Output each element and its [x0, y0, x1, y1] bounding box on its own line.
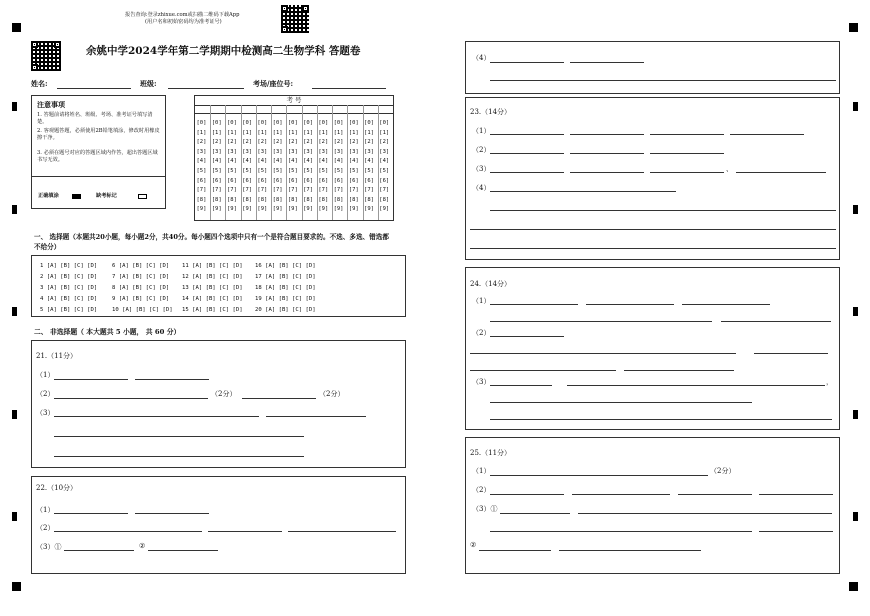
exam-digit-bubble[interactable]: [4]	[318, 158, 329, 165]
exam-digit-bubble[interactable]: [9]	[226, 206, 237, 213]
exam-digit-bubble[interactable]: [1]	[364, 129, 374, 136]
exam-digit-bubble[interactable]: [9]	[196, 206, 207, 213]
exam-digit-bubble[interactable]: [2]	[226, 139, 237, 146]
q23-4-blank[interactable]	[470, 229, 836, 230]
exam-digit-bubble[interactable]: [2]	[348, 139, 359, 146]
exam-digit-bubble[interactable]: [5]	[272, 168, 283, 174]
q21-2-blank[interactable]	[54, 398, 208, 399]
exam-digit-bubble[interactable]: [9]	[287, 206, 298, 213]
exam-digit-bubble[interactable]: [2]	[242, 139, 253, 146]
exam-digit-bubble[interactable]: [4]	[226, 158, 237, 165]
q24-3-blank[interactable]	[490, 402, 752, 403]
q23-separator: 、	[726, 165, 733, 173]
q24-1-blank[interactable]	[721, 321, 831, 322]
q23-2-blank[interactable]	[650, 153, 724, 154]
q21-score-note: （2分）	[319, 390, 345, 398]
choice-item[interactable]: 11 [A] [B] [C] [D]	[182, 263, 243, 269]
exam-digit-bubble[interactable]: [0]	[226, 120, 237, 126]
exam-digit-bubble[interactable]: [7]	[272, 187, 283, 194]
exam-digit-bubble[interactable]: [3]	[333, 148, 344, 155]
seat-field[interactable]	[312, 88, 386, 89]
exam-digit-bubble[interactable]: [1]	[211, 129, 222, 136]
q21-answer-box	[31, 340, 406, 468]
exam-digit-bubble[interactable]: [8]	[364, 196, 374, 203]
exam-digit-bubble[interactable]: [2]	[364, 139, 374, 146]
exam-digit-bubble[interactable]: [2]	[303, 139, 314, 146]
exam-digit-bubble[interactable]: [0]	[333, 120, 344, 126]
exam-digit-bubble[interactable]: [4]	[303, 158, 314, 165]
exam-digit-bubble[interactable]: [8]	[242, 196, 253, 203]
choice-item[interactable]: 7 [A] [B] [C] [D]	[112, 274, 170, 280]
exam-digit-bubble[interactable]: [2]	[379, 139, 390, 146]
exam-digit-bubble[interactable]: [0]	[272, 120, 283, 126]
exam-digit-bubble[interactable]: [9]	[242, 206, 253, 213]
q25-2-blank[interactable]	[572, 494, 670, 495]
exam-digit-bubble[interactable]: [3]	[287, 148, 298, 155]
exam-digit-bubble[interactable]: [6]	[272, 177, 283, 184]
timing-mark	[12, 410, 17, 419]
exam-digit-bubble[interactable]: [7]	[318, 187, 329, 194]
exam-digit-bubble[interactable]: [9]	[333, 206, 344, 213]
q24-part3: （3）	[472, 378, 491, 386]
q25-3-blank[interactable]	[759, 531, 833, 532]
qr-code-icon	[281, 5, 309, 33]
exam-digit-bubble[interactable]: [7]	[287, 187, 298, 194]
exam-digit-bubble[interactable]: [4]	[242, 158, 253, 165]
correct-fill-label: 正确填涂	[38, 193, 59, 199]
exam-digit-bubble[interactable]: [3]	[348, 148, 359, 155]
q24-3-blank[interactable]	[567, 385, 825, 386]
exam-digit-bubble[interactable]: [4]	[348, 158, 359, 165]
q23-2-blank[interactable]	[490, 153, 564, 154]
q25-answer-box	[465, 437, 840, 574]
q23-3-blank[interactable]	[736, 172, 826, 173]
exam-digit-bubble[interactable]: [0]	[287, 120, 298, 126]
exam-digit-bubble[interactable]: [3]	[257, 148, 268, 155]
report-query-subtext: (用户名和初始密码均为准考证号)	[145, 19, 222, 25]
exam-digit-bubble[interactable]: [5]	[196, 168, 207, 174]
choice-box	[31, 255, 406, 317]
q24-2-blank[interactable]	[490, 336, 564, 337]
q22-answer-box	[31, 476, 406, 574]
exam-digit-bubble[interactable]: [0]	[242, 120, 253, 126]
q23-part4: （4）	[472, 184, 491, 192]
q25-3-blank[interactable]	[578, 513, 832, 514]
exam-digit-bubble[interactable]: [3]	[242, 148, 253, 155]
q24-1-blank[interactable]	[586, 304, 674, 305]
exam-digit-bubble[interactable]: [5]	[333, 168, 344, 174]
exam-digit-bubble[interactable]: [8]	[318, 196, 329, 203]
section1-heading: 一、 选择题（本题共20小题，每小题2分，共40分。每小题四个选项中只有一个是符合题目要求的。不选、多选、错选都不给分）	[34, 233, 389, 251]
exam-digit-bubble[interactable]: [1]	[333, 129, 344, 136]
exam-digit-bubble[interactable]: [6]	[226, 177, 237, 184]
exam-digit-bubble[interactable]: [9]	[303, 206, 314, 213]
seat-label: 考场/座位号:	[253, 79, 294, 88]
exam-digit-bubble[interactable]: [3]	[379, 148, 390, 155]
choice-item[interactable]: 14 [A] [B] [C] [D]	[182, 296, 243, 302]
timing-mark	[12, 512, 17, 521]
exam-digit-bubble[interactable]: [6]	[318, 177, 329, 184]
q24-part2: （2）	[472, 329, 491, 337]
exam-digit-bubble[interactable]: [8]	[272, 196, 283, 203]
exam-digit-bubble[interactable]: [5]	[303, 168, 314, 174]
exam-digit-bubble[interactable]: [1]	[272, 129, 283, 136]
exam-digit-bubble[interactable]: [7]	[257, 187, 268, 194]
part4-label: （4）	[472, 54, 491, 62]
exam-digit-bubble[interactable]: [1]	[379, 129, 390, 136]
q24-2-blank[interactable]	[754, 353, 828, 354]
exam-digit-bubble[interactable]: [0]	[211, 120, 222, 126]
timing-mark	[853, 307, 858, 316]
exam-digit-bubble[interactable]: [4]	[287, 158, 298, 165]
exam-digit-bubble[interactable]: [5]	[364, 168, 374, 174]
exam-digit-bubble[interactable]: [3]	[303, 148, 314, 155]
choice-item[interactable]: 10 [A] [B] [C] [D]	[112, 307, 173, 313]
q23-4-blank[interactable]	[490, 191, 676, 192]
timing-mark	[853, 410, 858, 419]
q21-title: 21.（11分）	[36, 352, 78, 360]
choice-item[interactable]: 3 [A] [B] [C] [D]	[40, 285, 98, 291]
class-field[interactable]	[168, 88, 244, 89]
exam-number-grid[interactable]	[194, 95, 394, 221]
qr-code-icon	[31, 41, 61, 71]
exam-digit-bubble[interactable]: [8]	[348, 196, 359, 203]
q24-3-blank[interactable]	[490, 419, 832, 420]
exam-digit-bubble[interactable]: [4]	[333, 158, 344, 165]
exam-digit-bubble[interactable]: [6]	[348, 177, 359, 184]
exam-digit-bubble[interactable]: [1]	[226, 129, 237, 136]
exam-digit-bubble[interactable]: [9]	[211, 206, 222, 213]
exam-digit-bubble[interactable]: [5]	[226, 168, 237, 174]
timing-mark	[12, 205, 17, 214]
q23-title: 23.（14分）	[470, 108, 512, 116]
absent-mark-label: 缺考标记	[96, 193, 117, 199]
choice-item[interactable]: 2 [A] [B] [C] [D]	[40, 274, 98, 280]
exam-digit-bubble[interactable]: [8]	[333, 196, 344, 203]
q24-2-blank[interactable]	[470, 370, 616, 371]
q24-2-blank[interactable]	[470, 353, 736, 354]
q23-4-blank[interactable]	[490, 210, 836, 211]
notice-item: 3. 必须在题号对应的答题区域内作答，超出答题区域书写无效。	[37, 150, 158, 163]
q24-title: 24.（14分）	[470, 280, 512, 288]
filled-sample-icon	[72, 194, 81, 199]
choice-item[interactable]: 17 [A] [B] [C] [D]	[255, 274, 316, 280]
exam-digit-bubble[interactable]: [7]	[364, 187, 374, 194]
name-field[interactable]	[57, 88, 131, 89]
exam-digit-bubble[interactable]: [0]	[379, 120, 390, 126]
name-label: 姓名:	[31, 79, 48, 88]
exam-digit-bubble[interactable]: [8]	[303, 196, 314, 203]
q24-1-blank[interactable]	[490, 304, 578, 305]
exam-digit-bubble[interactable]: [5]	[211, 168, 222, 174]
class-label: 班级:	[140, 79, 157, 88]
exam-digit-bubble[interactable]: [8]	[211, 196, 222, 203]
exam-digit-bubble[interactable]: [7]	[242, 187, 253, 194]
exam-digit-bubble[interactable]: [6]	[196, 177, 207, 184]
choice-item[interactable]: 20 [A] [B] [C] [D]	[255, 307, 316, 313]
q22-part3-2: ②	[139, 542, 146, 550]
exam-digit-bubble[interactable]: [4]	[379, 158, 390, 165]
exam-digit-bubble[interactable]: [4]	[272, 158, 283, 165]
exam-digit-bubble[interactable]: [2]	[211, 139, 222, 146]
exam-digit-bubble[interactable]: [9]	[272, 206, 283, 213]
choice-item[interactable]: 16 [A] [B] [C] [D]	[255, 263, 316, 269]
q24-1-blank[interactable]	[682, 304, 770, 305]
q23-1-blank[interactable]	[490, 134, 564, 135]
exam-digit-bubble[interactable]: [9]	[257, 206, 268, 213]
exam-digit-bubble[interactable]: [3]	[364, 148, 374, 155]
choice-item[interactable]: 15 [A] [B] [C] [D]	[182, 307, 243, 313]
exam-digit-bubble[interactable]: [0]	[257, 120, 268, 126]
exam-digit-bubble[interactable]: [7]	[379, 187, 390, 194]
exam-digit-bubble[interactable]: [6]	[242, 177, 253, 184]
q23-3-blank[interactable]	[570, 172, 644, 173]
notice-box	[31, 95, 166, 209]
q22-3-blank[interactable]	[64, 550, 134, 551]
q25-2-blank[interactable]	[678, 494, 752, 495]
q21-3-blank[interactable]	[54, 436, 304, 437]
exam-digit-bubble[interactable]: [2]	[272, 139, 283, 146]
exam-digit-bubble[interactable]: [2]	[287, 139, 298, 146]
q21-part3: （3）	[36, 409, 55, 417]
choice-item[interactable]: 6 [A] [B] [C] [D]	[112, 263, 170, 269]
exam-digit-bubble[interactable]: [1]	[257, 129, 268, 136]
q22-2-blank[interactable]	[288, 531, 396, 532]
choice-item[interactable]: 9 [A] [B] [C] [D]	[112, 296, 170, 302]
q24-part1: （1）	[472, 297, 491, 305]
page-title: 余姚中学2024学年第二学期期中检测高二生物学科 答题卷	[86, 45, 361, 57]
choice-item[interactable]: 4 [A] [B] [C] [D]	[40, 296, 98, 302]
exam-digit-bubble[interactable]: [4]	[364, 158, 374, 165]
corner-mark-tl	[12, 23, 21, 32]
exam-number-title: 考 号	[286, 96, 302, 104]
q24-1-blank[interactable]	[490, 321, 712, 322]
exam-digit-bubble[interactable]: [6]	[379, 177, 390, 184]
exam-digit-bubble[interactable]: [8]	[379, 196, 390, 203]
q25-3-blank[interactable]	[559, 550, 701, 551]
exam-digit-bubble[interactable]: [0]	[303, 120, 314, 126]
exam-digit-bubble[interactable]: [7]	[303, 187, 314, 194]
exam-digit-bubble[interactable]: [6]	[257, 177, 268, 184]
q24-comma: ，	[826, 378, 833, 386]
q25-1-blank[interactable]	[490, 475, 708, 476]
q23-3-blank[interactable]	[490, 172, 564, 173]
q23-part2: （2）	[472, 146, 491, 154]
exam-digit-bubble[interactable]: [1]	[196, 129, 207, 136]
q23-4-blank[interactable]	[470, 248, 836, 249]
q25-2-blank[interactable]	[759, 494, 833, 495]
exam-digit-bubble[interactable]: [5]	[257, 168, 268, 174]
q25-score-note: （2分）	[710, 467, 736, 475]
q21-2-blank[interactable]	[242, 398, 316, 399]
timing-mark	[853, 205, 858, 214]
exam-digit-bubble[interactable]: [7]	[211, 187, 222, 194]
choice-item[interactable]: 5 [A] [B] [C] [D]	[40, 307, 98, 313]
q25-2-blank[interactable]	[490, 494, 564, 495]
exam-digit-bubble[interactable]: [6]	[303, 177, 314, 184]
q22-part3: （3）①	[36, 543, 62, 551]
q24-answer-box	[465, 267, 840, 430]
exam-digit-bubble[interactable]: [9]	[318, 206, 329, 213]
timing-mark	[853, 512, 858, 521]
exam-digit-bubble[interactable]: [3]	[196, 148, 207, 155]
q21-3-blank[interactable]	[54, 456, 304, 457]
exam-digit-bubble[interactable]: [2]	[196, 139, 207, 146]
notice-item: 1. 答题前请将姓名、班级、考场、准考证号填写清楚。	[37, 112, 153, 125]
choice-item[interactable]: 12 [A] [B] [C] [D]	[182, 274, 243, 280]
q21-3-blank[interactable]	[266, 416, 366, 417]
corner-mark-tr	[849, 23, 858, 32]
q25-title: 25.（11分）	[470, 449, 512, 457]
exam-digit-bubble[interactable]: [3]	[211, 148, 222, 155]
q22-1-blank[interactable]	[54, 513, 128, 514]
q23-1-blank[interactable]	[570, 134, 644, 135]
choice-item[interactable]: 1 [A] [B] [C] [D]	[40, 263, 98, 269]
choice-item[interactable]: 13 [A] [B] [C] [D]	[182, 285, 243, 291]
q24-3-blank[interactable]	[490, 385, 552, 386]
exam-digit-bubble[interactable]: [9]	[379, 206, 390, 213]
q23-2-blank[interactable]	[570, 153, 644, 154]
choice-item[interactable]: 18 [A] [B] [C] [D]	[255, 285, 316, 291]
exam-digit-bubble[interactable]: [8]	[257, 196, 268, 203]
exam-digit-bubble[interactable]: [1]	[318, 129, 329, 136]
exam-digit-bubble[interactable]: [8]	[226, 196, 237, 203]
exam-digit-bubble[interactable]: [4]	[257, 158, 268, 165]
q25-part3-2: ②	[470, 541, 477, 549]
q23-part1: （1）	[472, 127, 491, 135]
exam-digit-bubble[interactable]: [1]	[287, 129, 298, 136]
exam-digit-bubble[interactable]: [1]	[303, 129, 314, 136]
timing-mark	[12, 307, 17, 316]
exam-digit-bubble[interactable]: [5]	[287, 168, 298, 174]
exam-digit-bubble[interactable]: [3]	[272, 148, 283, 155]
section2-heading: 二、 非选择题（ 本大题共 5 小题， 共 60 分）	[34, 328, 181, 336]
part4-blank[interactable]	[570, 62, 644, 63]
q25-3-blank[interactable]	[479, 550, 551, 551]
exam-digit-bubble[interactable]: [6]	[364, 177, 374, 184]
exam-digit-bubble[interactable]: [0]	[348, 120, 359, 126]
q22-part2: （2）	[36, 524, 55, 532]
q22-1-blank[interactable]	[135, 513, 209, 514]
exam-digit-bubble[interactable]: [3]	[318, 148, 329, 155]
q24-2-blank[interactable]	[624, 370, 734, 371]
exam-digit-bubble[interactable]: [0]	[318, 120, 329, 126]
q23-3-blank[interactable]	[650, 172, 724, 173]
q21-part2: （2）	[36, 390, 55, 398]
exam-digit-bubble[interactable]: [6]	[211, 177, 222, 184]
exam-digit-bubble[interactable]: [4]	[211, 158, 222, 165]
q21-1-blank[interactable]	[135, 379, 209, 380]
timing-mark	[853, 102, 858, 111]
q22-2-blank[interactable]	[54, 531, 202, 532]
q21-3-blank[interactable]	[54, 416, 259, 417]
choice-item[interactable]: 8 [A] [B] [C] [D]	[112, 285, 170, 291]
exam-digit-bubble[interactable]: [2]	[257, 139, 268, 146]
q23-answer-box	[465, 97, 840, 260]
timing-mark	[12, 102, 17, 111]
q22-3-blank[interactable]	[148, 550, 218, 551]
exam-digit-bubble[interactable]: [8]	[196, 196, 207, 203]
exam-digit-bubble[interactable]: [3]	[226, 148, 237, 155]
exam-digit-bubble[interactable]: [2]	[333, 139, 344, 146]
exam-digit-bubble[interactable]: [9]	[348, 206, 359, 213]
q22-title: 22.（10分）	[36, 484, 78, 492]
exam-digit-bubble[interactable]: [0]	[364, 120, 374, 126]
part4-blank[interactable]	[490, 80, 836, 81]
part4-blank[interactable]	[490, 62, 564, 63]
exam-digit-bubble[interactable]: [0]	[196, 120, 207, 126]
exam-digit-bubble[interactable]: [1]	[348, 129, 359, 136]
notice-item: 2. 客观题答题，必须使用2B铅笔填涂，修改时用橡皮擦干净。	[37, 128, 160, 141]
q25-part2: （2）	[472, 486, 491, 494]
q25-part3: （3）①	[472, 505, 498, 513]
q23-part3: （3）	[472, 165, 491, 173]
q23-1-blank[interactable]	[730, 134, 804, 135]
q21-1-blank[interactable]	[54, 379, 128, 380]
q23-1-blank[interactable]	[650, 134, 724, 135]
exam-digit-bubble[interactable]: [5]	[348, 168, 359, 174]
exam-digit-bubble[interactable]: [4]	[196, 158, 207, 165]
exam-digit-bubble[interactable]: [9]	[364, 206, 374, 213]
exam-digit-bubble[interactable]: [5]	[242, 168, 253, 174]
choice-item[interactable]: 19 [A] [B] [C] [D]	[255, 296, 316, 302]
q25-part1: （1）	[472, 467, 491, 475]
q25-3-blank[interactable]	[500, 513, 570, 514]
q21-part1: （1）	[36, 371, 55, 379]
exam-digit-bubble[interactable]: [6]	[333, 177, 344, 184]
q22-2-blank[interactable]	[208, 531, 282, 532]
exam-digit-bubble[interactable]: [2]	[318, 139, 329, 146]
exam-digit-bubble[interactable]: [7]	[196, 187, 207, 194]
exam-digit-bubble[interactable]: [7]	[333, 187, 344, 194]
q22-part1: （1）	[36, 506, 55, 514]
absent-checkbox[interactable]	[138, 194, 147, 199]
exam-digit-bubble[interactable]: [6]	[287, 177, 298, 184]
exam-digit-bubble[interactable]: [1]	[242, 129, 253, 136]
q21-score-note: （2分）	[211, 390, 237, 398]
exam-digit-bubble[interactable]: [8]	[287, 196, 298, 203]
q25-3-blank[interactable]	[490, 531, 752, 532]
exam-digit-bubble[interactable]: [7]	[226, 187, 237, 194]
corner-mark-bl	[12, 582, 21, 591]
exam-digit-bubble[interactable]: [7]	[348, 187, 359, 194]
report-query-text: 报告查询:登录zhixue.com或扫描二维码下载App	[125, 12, 240, 18]
q22-continued-box	[465, 41, 840, 94]
corner-mark-br	[849, 582, 858, 591]
exam-digit-bubble[interactable]: [5]	[318, 168, 329, 174]
notice-title: 注意事项	[37, 100, 65, 109]
exam-digit-bubble[interactable]: [5]	[379, 168, 390, 174]
